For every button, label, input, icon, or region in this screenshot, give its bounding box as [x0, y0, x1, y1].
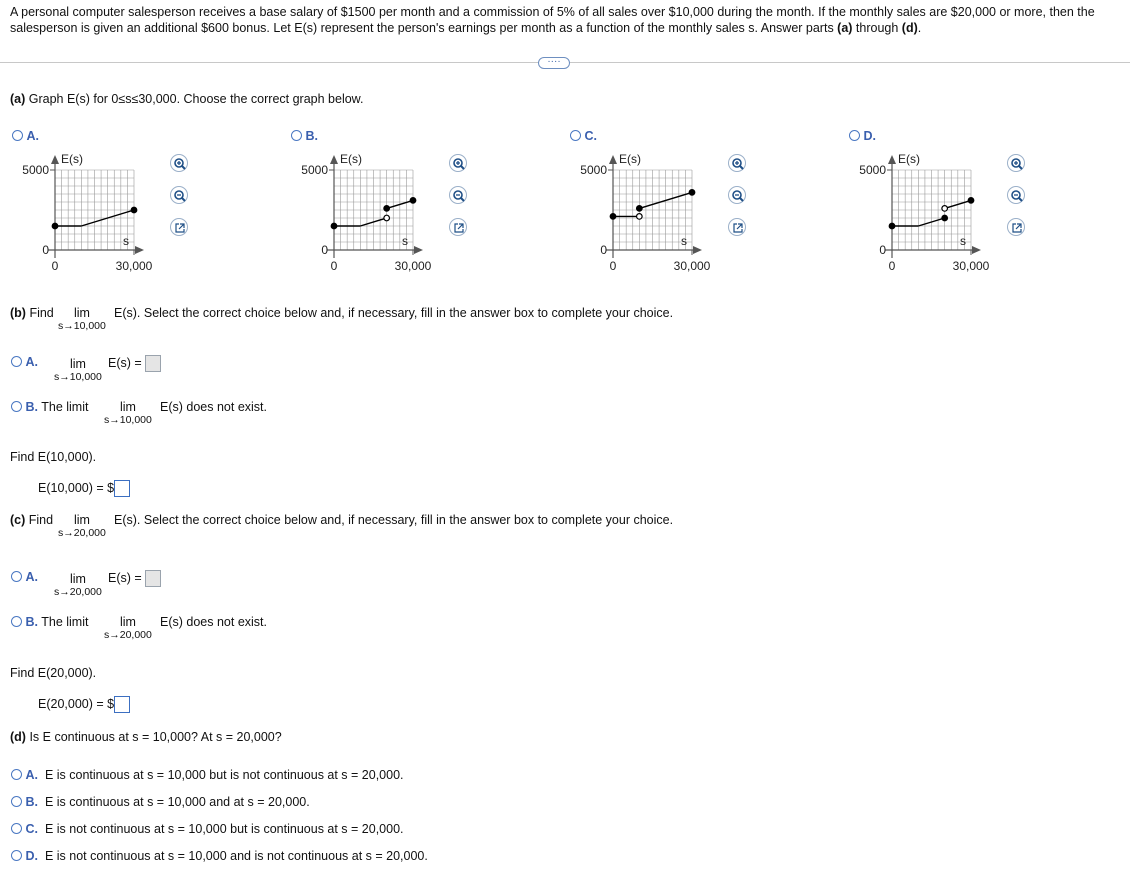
y-axis-arrow [888, 155, 896, 164]
part-c-choice-a-lim-approach: s→20,000 [54, 586, 102, 598]
part-d-option-b[interactable] [11, 795, 310, 809]
graph-option-c-chart [570, 150, 730, 290]
part-d-label: (d) [10, 730, 26, 744]
part-d-option-d-radio[interactable] [11, 850, 22, 861]
x-axis-label: s [402, 234, 408, 248]
part-a-label: (a) [10, 92, 26, 106]
y-axis-arrow [609, 155, 617, 164]
part-d-option-c-radio[interactable] [11, 823, 22, 834]
graph-a-closed-point [52, 223, 58, 229]
y-tick-label-5000: 5000 [22, 163, 49, 177]
graph-option-a-radio[interactable] [12, 130, 23, 141]
graph-option-d-radio[interactable] [849, 130, 860, 141]
part-b-choice-a-radio[interactable] [11, 356, 22, 367]
external-link-icon [171, 219, 189, 237]
external-link-icon [1008, 219, 1026, 237]
zoom-in-icon [1008, 155, 1026, 173]
x-axis-arrow [135, 246, 144, 254]
graph-d-closed-point [889, 223, 895, 229]
part-d-prompt [10, 730, 282, 744]
graph-b-zoom-out-button[interactable] [449, 186, 467, 204]
e-20000-answer-box[interactable] [114, 696, 130, 713]
part-b-lim-word: lim [73, 306, 90, 320]
part-b-choice-a-lim-word: lim [69, 357, 86, 371]
part-c-find: Find [25, 513, 54, 527]
part-c-choice-b-letter: B. [25, 615, 38, 629]
part-b-choice-b[interactable] [11, 400, 88, 414]
external-link-icon [729, 219, 747, 237]
part-d-option-a-letter: A. [25, 768, 38, 782]
part-c-choice-b-lim-word: lim [119, 615, 136, 629]
zoom-in-icon [729, 155, 747, 173]
part-b-label: (b) [10, 306, 26, 320]
problem-part-a-ref: (a) [837, 21, 853, 35]
x-axis-label: s [960, 234, 966, 248]
graph-a-popout-button[interactable] [170, 218, 188, 236]
part-b-instructions: E(s). Select the correct choice below and, if necessary, fill in the answer box to complete your choice. [114, 306, 674, 320]
zoom-in-icon [171, 155, 189, 173]
graph-c-closed-point [689, 190, 695, 196]
graph-b-closed-point [410, 198, 416, 204]
part-c-find-value: Find E(20,000). [10, 666, 97, 680]
part-c-choice-a-limit [54, 572, 102, 598]
graph-b-popout-button[interactable] [449, 218, 467, 236]
graph-b-open-point [384, 215, 390, 221]
part-c-limit [58, 513, 106, 539]
part-d-option-b-letter: B. [25, 795, 38, 809]
part-d-option-d-letter: D. [25, 849, 38, 863]
part-d-option-c-text: E is not continuous at s = 10,000 but is continuous at s = 20,000. [44, 822, 404, 836]
graph-option-c-letter: C. [584, 129, 597, 143]
y-axis-label: E(s) [61, 152, 83, 166]
zoom-out-icon [450, 187, 468, 205]
part-b-choice-a-limit [54, 357, 102, 383]
zoom-out-icon [171, 187, 189, 205]
show-more-button[interactable]: ···· [538, 57, 570, 69]
e-10000-answer-box[interactable] [114, 480, 130, 497]
part-b-limit-answer-box[interactable] [145, 355, 161, 372]
part-b-choice-a-lim-approach: s→10,000 [54, 371, 102, 383]
x-axis-arrow [414, 246, 423, 254]
part-c-choice-b-tail: E(s) does not exist. [160, 615, 267, 629]
graph-d-zoom-out-button[interactable] [1007, 186, 1025, 204]
graph-option-d[interactable] [849, 129, 876, 143]
graph-c-zoom-in-button[interactable] [728, 154, 746, 172]
graph-b-closed-point [384, 206, 390, 212]
part-d-option-a[interactable] [11, 768, 404, 782]
y-tick-label-5000: 5000 [580, 163, 607, 177]
y-tick-label-0: 0 [879, 243, 886, 257]
part-c-value-row [38, 696, 130, 713]
graph-a-zoom-in-button[interactable] [170, 154, 188, 172]
y-tick-label-0: 0 [321, 243, 328, 257]
part-c-label: (c) [10, 513, 26, 527]
graph-option-a-letter: A. [26, 129, 39, 143]
part-c-choice-a[interactable] [11, 570, 38, 584]
part-c-choice-b-limit [104, 615, 152, 641]
graph-d-popout-button[interactable] [1007, 218, 1025, 236]
problem-part-d-ref: (d) [901, 21, 918, 35]
x-tick-label-30000: 30,000 [952, 259, 990, 273]
graph-c-popout-button[interactable] [728, 218, 746, 236]
part-c-choice-b-lead: The limit [41, 615, 89, 629]
x-axis-label: s [123, 234, 129, 248]
part-b-value-label: E(10,000) = $ [38, 480, 115, 495]
part-b-limit [58, 306, 106, 332]
part-c-choice-b-radio[interactable] [11, 616, 22, 627]
part-c-choice-a-radio[interactable] [11, 571, 22, 582]
zoom-in-icon [450, 155, 468, 173]
graph-a-closed-point [131, 207, 137, 213]
part-c-lim-word: lim [73, 513, 90, 527]
y-axis-arrow [330, 155, 338, 164]
graph-option-a[interactable] [12, 129, 39, 143]
x-axis-arrow [693, 246, 702, 254]
graph-c-closed-point [610, 214, 616, 220]
problem-text: A personal computer salesperson receives a base salary of $1500 per month and a commission of 5% of all sales over $10,000 during the month. If the monthly sales are $20,000 or more, then the salesperson is given an additional $600 bonus. Let E(s) represent the person's earnings per month as a function of the monthly sales s. Answer parts [10, 5, 1095, 35]
graph-c-open-point [637, 214, 643, 220]
part-b-find-value: Find E(10,000). [10, 450, 97, 464]
part-b-value-row [38, 480, 130, 497]
part-b-choice-b-radio[interactable] [11, 401, 22, 412]
part-b-choice-b-letter: B. [25, 400, 38, 414]
part-d-option-a-text: E is continuous at s = 10,000 but is not continuous at s = 20,000. [44, 768, 404, 782]
part-c-instructions: E(s). Select the correct choice below and, if necessary, fill in the answer box to complete your choice. [114, 513, 674, 527]
part-c-choice-a-text: E(s) = [108, 570, 142, 585]
zoom-out-icon [729, 187, 747, 205]
graph-d-closed-point [942, 215, 948, 221]
part-b-lim-approach: s→10,000 [58, 320, 106, 332]
external-link-icon [450, 219, 468, 237]
y-tick-label-5000: 5000 [301, 163, 328, 177]
graph-option-b-radio[interactable] [291, 130, 302, 141]
graph-option-c[interactable] [570, 129, 597, 143]
y-axis-arrow [51, 155, 59, 164]
y-axis-label: E(s) [340, 152, 362, 166]
y-tick-label-0: 0 [600, 243, 607, 257]
part-d-option-d[interactable] [11, 849, 428, 863]
graph-d-open-point [942, 206, 948, 212]
x-tick-label-0: 0 [51, 259, 59, 273]
x-axis-label: s [681, 234, 687, 248]
x-axis-arrow [972, 246, 981, 254]
part-c-value-label: E(20,000) = $ [38, 696, 115, 711]
part-b-choice-a-expr [108, 355, 161, 372]
part-d-option-b-text: E is continuous at s = 10,000 and at s = 20,000. [44, 795, 310, 809]
part-b-choice-b-lead: The limit [41, 400, 89, 414]
part-a-prompt [10, 92, 363, 106]
part-d-option-b-radio[interactable] [11, 796, 22, 807]
part-b-find: Find [25, 306, 54, 320]
y-axis-label: E(s) [619, 152, 641, 166]
y-tick-label-5000: 5000 [859, 163, 886, 177]
problem-period: . [917, 21, 922, 35]
graph-option-b-letter: B. [305, 129, 318, 143]
graph-a-zoom-out-button[interactable] [170, 186, 188, 204]
part-c-lim-approach: s→20,000 [58, 527, 106, 539]
part-b-choice-a-text: E(s) = [108, 355, 142, 370]
zoom-out-icon [1008, 187, 1026, 205]
part-b-choice-b-lim-word: lim [119, 400, 136, 414]
graph-d-zoom-in-button[interactable] [1007, 154, 1025, 172]
part-c-limit-answer-box[interactable] [145, 570, 161, 587]
x-tick-label-0: 0 [609, 259, 617, 273]
part-d-option-d-text: E is not continuous at s = 10,000 and is not continuous at s = 20,000. [44, 849, 428, 863]
graph-b-closed-point [331, 223, 337, 229]
x-tick-label-30000: 30,000 [673, 259, 711, 273]
part-c-choice-a-letter: A. [25, 570, 38, 584]
part-d-option-c-letter: C. [25, 822, 38, 836]
graph-option-a-chart [12, 150, 172, 290]
graph-option-d-letter: D. [863, 129, 876, 143]
graph-c-zoom-out-button[interactable] [728, 186, 746, 204]
part-b-prompt [10, 306, 54, 320]
graph-option-d-chart [849, 150, 1009, 290]
problem-through: through [852, 21, 902, 35]
part-d-option-a-radio[interactable] [11, 769, 22, 780]
x-tick-label-30000: 30,000 [394, 259, 432, 273]
graph-option-c-radio[interactable] [570, 130, 581, 141]
part-b-choice-b-limit [104, 400, 152, 426]
graph-d-closed-point [968, 198, 974, 204]
x-tick-label-30000: 30,000 [115, 259, 153, 273]
graph-option-b-chart [291, 150, 451, 290]
graph-c-closed-point [637, 206, 643, 212]
graph-option-b[interactable] [291, 129, 318, 143]
part-b-choice-a-letter: A. [25, 355, 38, 369]
part-c-choice-b[interactable] [11, 615, 88, 629]
part-d-text: Is E continuous at s = 10,000? At s = 20,000? [25, 730, 282, 744]
problem-statement [10, 4, 1125, 36]
x-tick-label-0: 0 [888, 259, 896, 273]
part-c-choice-a-expr [108, 570, 161, 587]
part-c-prompt [10, 513, 53, 527]
part-c-choice-a-lim-word: lim [69, 572, 86, 586]
part-b-choice-b-tail: E(s) does not exist. [160, 400, 267, 414]
part-c-choice-b-lim-approach: s→20,000 [104, 629, 152, 641]
y-axis-label: E(s) [898, 152, 920, 166]
graph-b-zoom-in-button[interactable] [449, 154, 467, 172]
part-b-choice-a[interactable] [11, 355, 38, 369]
y-tick-label-0: 0 [42, 243, 49, 257]
part-a-text: Graph E(s) for 0≤s≤30,000. Choose the correct graph below. [25, 92, 364, 106]
part-b-choice-b-lim-approach: s→10,000 [104, 414, 152, 426]
x-tick-label-0: 0 [330, 259, 338, 273]
part-d-option-c[interactable] [11, 822, 404, 836]
